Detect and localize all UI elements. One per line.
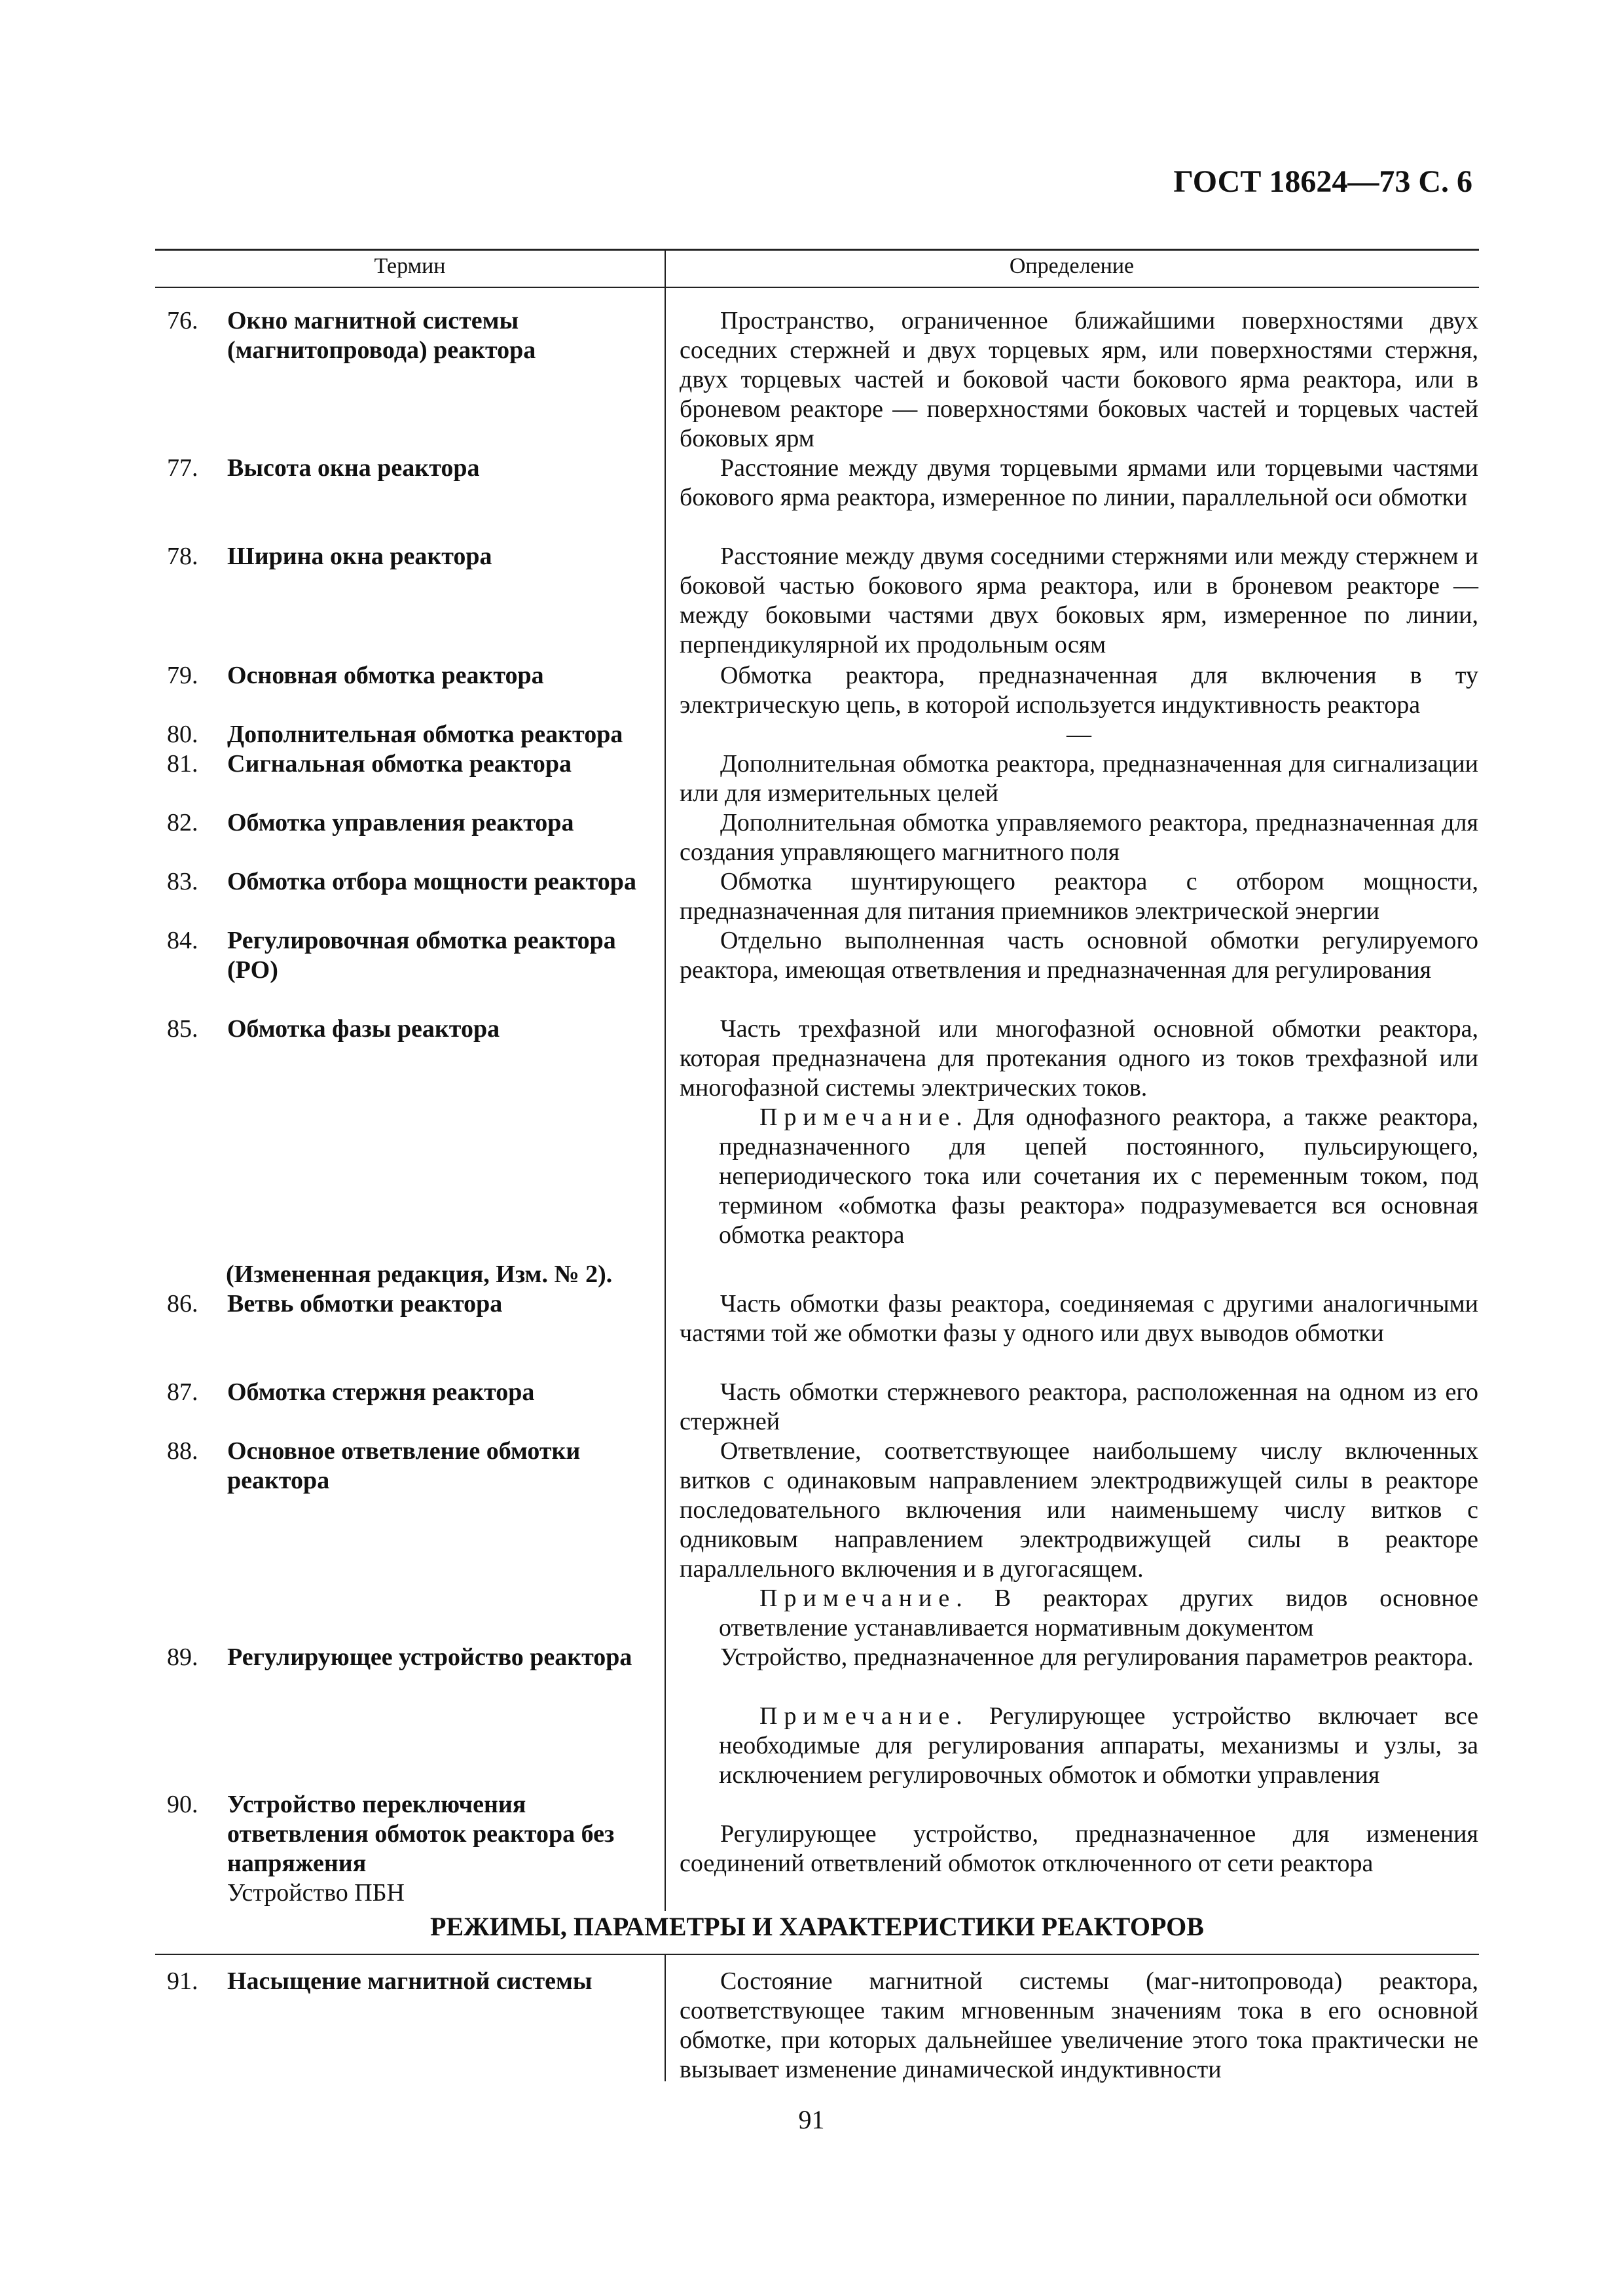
term-89: 89. Регулирующее устройство реактора (167, 1643, 632, 1671)
definition-76: Пространство, ограниченное ближайшими поверхностями двух соседних стержней и двух торцевых ярм, или поверхностями стержня, двух торцевых частей и боковой части бокового ярма реактора, или в броневом реакторе — поверхностями боковых частей и торцевых частей боковых ярм (680, 307, 1478, 452)
note-89: Примечание. Регулирующее устройство включает все необходимые для регулирования аппараты, механизмы и узлы, за исключением регулировочных обмоток и обмотки управления (719, 1702, 1478, 1789)
definition-86: Часть обмотки фазы реактора, соединяемая с другими аналогичными частями той же обмотки фазы у одного или двух выводов обмотки (680, 1290, 1478, 1347)
term-90: 90. Устройство переключения ответвления обмоток реактора без напряжения (167, 1791, 615, 1877)
definition-90: Регулирующее устройство, предназначенное для изменения соединений ответвлений обмоток отключенного от сети реактора (680, 1820, 1478, 1877)
column-header-definition: Определение (1009, 254, 1135, 278)
term-87: 87. Обмотка стержня реактора (167, 1378, 535, 1406)
column-divider (665, 249, 666, 1911)
note-85: Примечание. Для однофазного реактора, а также реактора, предназначенного для цепей постоянного, пульсирующего, непериодического тока или сочетания их с переменным током, под термином «обмотка фазы реактора» подразумевается вся основная обмотка реактора (719, 1103, 1478, 1249)
note-88: Примечание. В реакторах других видов основное ответвление устанавливается нормативным документом (719, 1585, 1478, 1641)
term-83: 83. Обмотка отбора мощности реактора (167, 868, 636, 895)
definition-81: Дополнительная обмотка реактора, предназначенная для сигнализации или для измерительных целей (680, 750, 1478, 807)
table-header-rule (155, 287, 1479, 288)
table-top-rule (155, 249, 1479, 251)
definition-87: Часть обмотки стержневого реактора, расположенная на одном из его стержней (680, 1378, 1478, 1435)
section-rule (155, 1954, 1479, 1955)
amendment-note: (Измененная редакция, Изм. № 2). (226, 1261, 613, 1288)
definition-78: Расстояние между двумя соседними стержнями или между стержнем и боковой частью бокового ярма реактора, или в броневом реакторе — между боковыми частями двух боковых ярм, измеренное по линии, перпендикулярной их продольным осям (680, 543, 1478, 658)
column-header-term: Термин (374, 254, 446, 278)
column-divider-section (665, 1954, 666, 2081)
definition-89: Устройство, предназначенное для регулирования параметров реактора. (720, 1643, 1474, 1671)
term-82: 82. Обмотка управления реактора (167, 809, 574, 836)
term-78: 78. Ширина окна реактора (167, 543, 492, 570)
definition-82: Дополнительная обмотка управляемого реактора, предназначенная для создания управляющего магнитного поля (680, 809, 1478, 866)
definition-80: — (1067, 721, 1091, 748)
term-88: 88. Основное ответвление обмотки реактора (167, 1437, 581, 1494)
definition-91: Состояние магнитной системы (маг-нитопровода) реактора, соответствующее таким мгновенным значениям тока в его основной обмотке, при которых дальнейшее увеличение этого тока практически не вызывает изменение динамической индуктивности (680, 1967, 1478, 2083)
term-84: 84. Регулировочная обмотка реактора (РО) (167, 927, 616, 984)
term-77: 77. Высота окна реактора (167, 454, 480, 482)
page-number: 91 (798, 2105, 825, 2134)
term-76: 76. Окно магнитной системы (магнитопровода) реактора (167, 307, 536, 364)
definition-88: Ответвление, соответствующее наибольшему числу включенных витков с одинаковым направлением электродвижущей силы в реакторе последовательного включения или наименьшему числу витков с одниковым направлением электродвижущей силы в реакторе параллельного включения и в дугогасящем. (680, 1437, 1478, 1583)
document-header: ГОСТ 18624—73 С. 6 (1173, 164, 1472, 199)
definition-79: Обмотка реактора, предназначенная для включения в ту электрическую цепь, в которой используется индуктивность реактора (680, 662, 1478, 719)
term-91: 91. Насыщение магнитной системы (167, 1967, 593, 1995)
term-86: 86. Ветвь обмотки реактора (167, 1290, 503, 1318)
definition-77: Расстояние между двумя торцевыми ярмами или торцевыми частями бокового ярма реактора, измеренное по линии, параллельной оси обмотки (680, 454, 1478, 511)
definition-83: Обмотка шунтирующего реактора с отбором мощности, предназначенная для питания приемников электрической энергии (680, 868, 1478, 925)
term-79: 79. Основная обмотка реактора (167, 662, 544, 689)
definition-84: Отдельно выполненная часть основной обмотки регулируемого реактора, имеющая ответвления и предназначенная для регулирования (680, 927, 1478, 984)
term-80: 80. Дополнительная обмотка реактора (167, 721, 623, 748)
section-title: РЕЖИМЫ, ПАРАМЕТРЫ И ХАРАКТЕРИСТИКИ РЕАКТОРОВ (430, 1912, 1204, 1941)
term-85: 85. Обмотка фазы реактора (167, 1015, 500, 1043)
term-81: 81. Сигнальная обмотка реактора (167, 750, 572, 778)
alt-term-90: Устройство ПБН (227, 1879, 405, 1907)
definition-85: Часть трехфазной или многофазной основной обмотки реактора, которая предназначена для протекания одного из токов трехфазной или многофазной системы электрических токов. (680, 1015, 1478, 1102)
